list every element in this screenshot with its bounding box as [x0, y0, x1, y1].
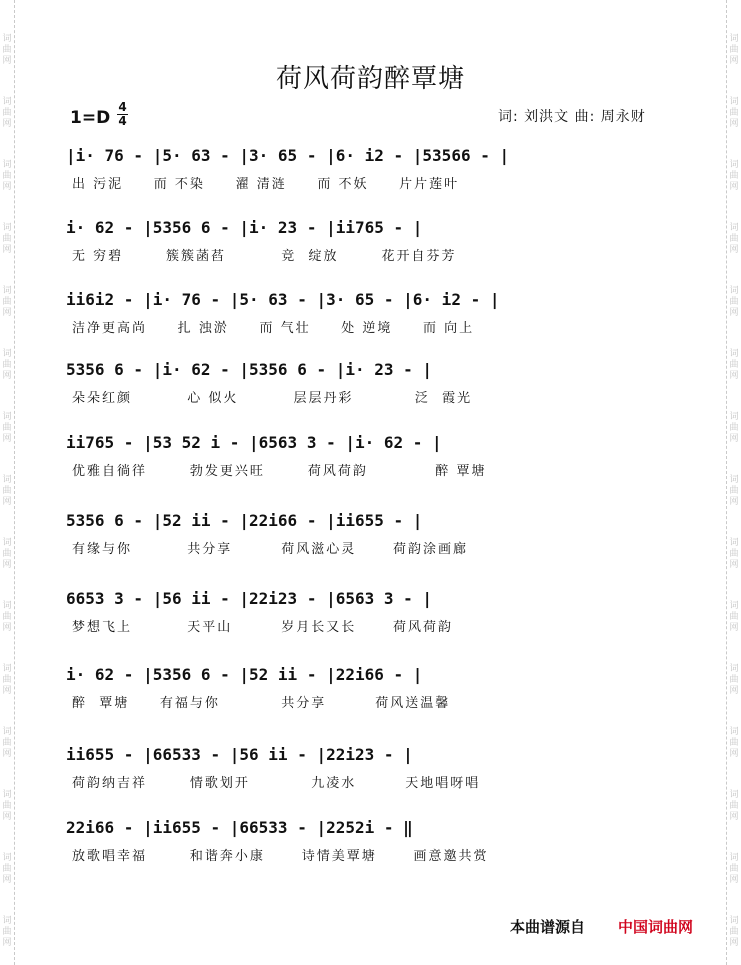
notation-line: |i· 76 - |5· 63 - |3· 65 - |6· i2 - |53566 - |	[66, 146, 510, 165]
notation-line: i· 62 - |5356 6 - |52 ii - |22i66 - |	[66, 665, 423, 684]
song-title: 荷风荷韵醉覃塘	[275, 64, 465, 94]
lyrics-line: 出 污泥 而 不染 濯 清涟 而 不妖 片片莲叶	[72, 177, 460, 192]
site-name: 中国词曲网	[618, 918, 694, 936]
lyrics-line: 优雅自徜徉 勃发更兴旺 荷风荷韵 醉 覃塘	[72, 464, 487, 479]
notation-line: i· 62 - |5356 6 - |i· 23 - |ii765 - |	[66, 218, 423, 237]
time-signature	[117, 101, 128, 128]
notation-line: ii6i2 - |i· 76 - |5· 63 - |3· 65 - |6· i2 - |	[66, 290, 500, 309]
notation-line: 22i66 - |ii655 - |66533 - |2252i - ‖	[66, 818, 413, 837]
time-signature-top: 4	[118, 100, 127, 114]
lyrics-line: 洁净更高尚 扎 浊淤 而 气壮 处 逆境 而 向上	[72, 321, 475, 336]
lyrics-line: 放歌唱幸福 和谐奔小康 诗情美覃塘 画意邀共赏	[72, 849, 489, 864]
lyrics-line: 醉 覃塘 有福与你 共分享 荷风送温馨	[72, 696, 451, 711]
score-row	[66, 508, 683, 557]
watermark-text: 词曲网 词曲网 词曲网 词曲网 词曲网 词曲网 词曲网 词曲网 词曲网 词曲网 词曲网 词曲网 词曲网 词曲网 词曲网	[729, 34, 739, 948]
notation-line: 5356 6 - |52 ii - |22i66 - |ii655 - |	[66, 511, 423, 530]
score-row	[66, 143, 683, 192]
lyrics-line: 梦想飞上 天平山 岁月长又长 荷风荷韵	[72, 620, 454, 635]
watermark-text: 词曲网 词曲网 词曲网 词曲网 词曲网 词曲网 词曲网 词曲网 词曲网 词曲网 词曲网 词曲网 词曲网 词曲网 词曲网	[2, 34, 12, 948]
lyrics-line: 无 穷碧 簇簇菡萏 竞 绽放 花开自芬芳	[72, 249, 457, 264]
source-label: 本曲谱源自	[510, 918, 586, 936]
score-row	[66, 662, 683, 711]
time-signature-bottom: 4	[118, 114, 127, 128]
notation-line: 6653 3 - |56 ii - |22i23 - |6563 3 - |	[66, 589, 433, 608]
score-row	[66, 430, 683, 479]
notation-line: ii765 - |53 52 i - |6563 3 - |i· 62 - |	[66, 433, 442, 452]
lyrics-line: 朵朵红颜 心 似火 层层丹彩 泛 霞光	[72, 391, 473, 406]
watermark-strip-left	[0, 0, 15, 965]
key-signature: 1=D	[70, 108, 111, 128]
score-row	[66, 287, 683, 336]
watermark-strip-right	[726, 0, 741, 965]
score-row	[66, 586, 683, 635]
score-row	[66, 357, 683, 406]
score-row	[66, 742, 683, 791]
lyrics-line: 有缘与你 共分享 荷风滋心灵 荷韵涂画廊	[72, 542, 469, 557]
lyrics-line: 荷韵纳吉祥 情歌划开 九凌水 天地唱呀唱	[72, 776, 481, 791]
credits: 词: 刘洪文 曲: 周永财	[498, 109, 646, 125]
score-row	[66, 215, 683, 264]
notation-line: 5356 6 - |i· 62 - |5356 6 - |i· 23 - |	[66, 360, 433, 379]
score-row	[66, 815, 683, 864]
notation-line: ii655 - |66533 - |56 ii - |22i23 - |	[66, 745, 413, 764]
